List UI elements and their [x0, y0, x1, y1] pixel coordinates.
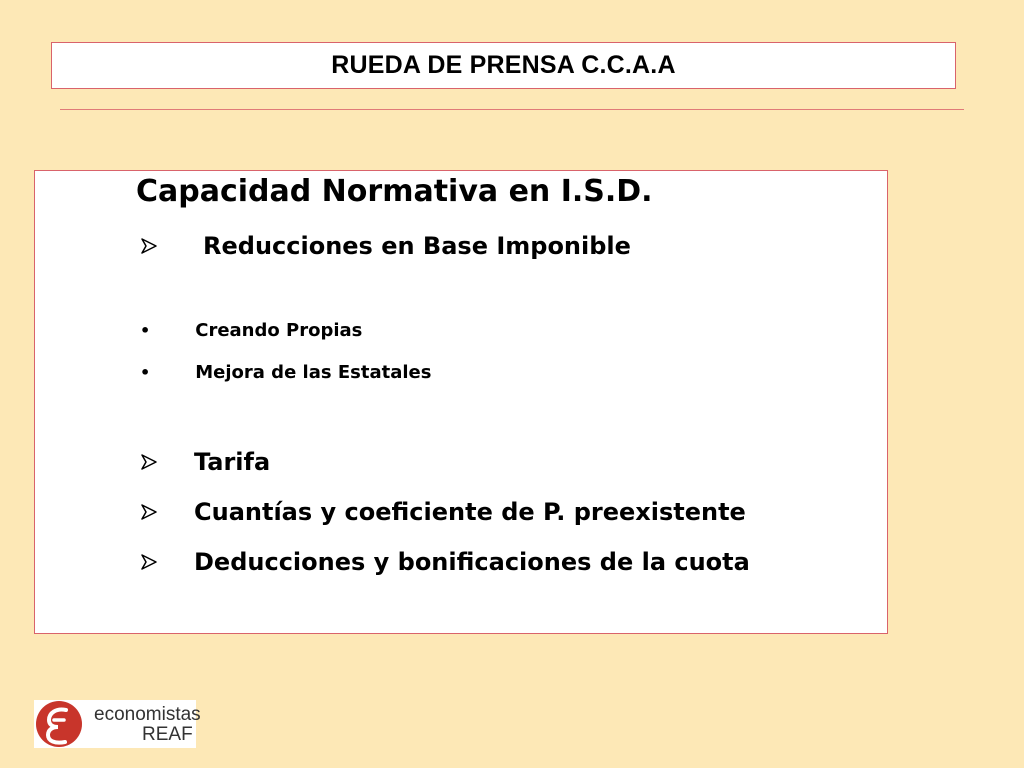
- arrow-bullet-icon: [140, 553, 158, 571]
- header-title: RUEDA DE PRENSA C.C.A.A: [331, 51, 676, 79]
- arrow-bullet-icon: [140, 237, 158, 255]
- logo-word-reaf: REAF: [142, 724, 193, 745]
- list-item-label: Tarifa: [194, 448, 271, 476]
- list-item-label: Creando Propias: [195, 320, 363, 341]
- header-divider: [60, 109, 964, 110]
- list-item: [140, 448, 270, 476]
- header-box: [51, 42, 956, 89]
- bullet-dot-icon: •: [140, 363, 151, 382]
- list-item: [140, 362, 431, 383]
- slide-heading: Capacidad Normativa en I.S.D.: [136, 174, 653, 209]
- list-item: [140, 320, 362, 341]
- logo-word-economistas: economistas: [94, 704, 201, 725]
- list-item-label: Reducciones en Base Imponible: [203, 232, 631, 260]
- bullet-dot-icon: •: [140, 321, 151, 340]
- list-item-label: Deducciones y bonificaciones de la cuota: [194, 548, 750, 576]
- arrow-bullet-icon: [140, 453, 158, 471]
- list-item: [140, 498, 746, 526]
- list-item: [140, 232, 631, 260]
- logo-mark-icon: [34, 700, 86, 748]
- arrow-bullet-icon: [140, 503, 158, 521]
- list-item-label: Cuantías y coeficiente de P. preexistente: [194, 498, 746, 526]
- list-item-label: Mejora de las Estatales: [195, 362, 432, 383]
- list-item: [140, 548, 750, 576]
- economistas-reaf-logo: [34, 700, 201, 748]
